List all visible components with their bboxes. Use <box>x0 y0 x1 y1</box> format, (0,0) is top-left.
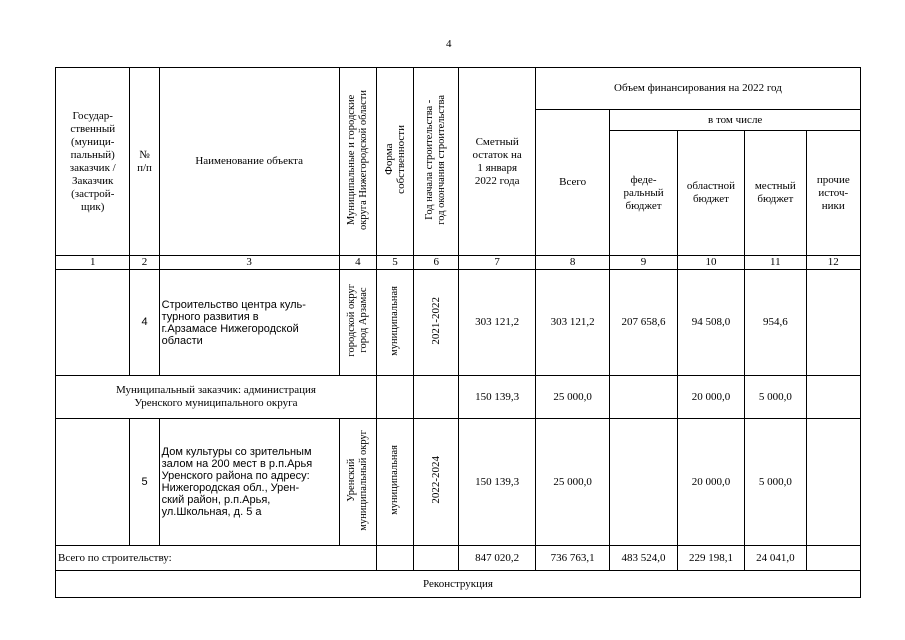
header-financing: Объем финансирования на 2022 год <box>535 68 860 110</box>
cell-balance: 150 139,3 <box>459 376 535 419</box>
cell-other-empty <box>806 419 860 546</box>
table-row-customer-uren <box>56 376 861 419</box>
cell-customer-empty <box>56 270 130 376</box>
cell-ownership: муниципальная <box>376 270 413 376</box>
table-row-section <box>56 571 861 598</box>
col-num-2: 2 <box>130 256 159 270</box>
header-other: прочие источ- ники <box>806 131 860 256</box>
cell-empty <box>376 546 413 571</box>
header-no: № п/п <box>130 68 159 256</box>
cell-empty <box>414 376 459 419</box>
header-ownership: Форма собственности <box>376 68 413 256</box>
header-years: Год начала строительства - год окончания строительства <box>414 68 459 256</box>
table-row-arzamas <box>56 270 861 376</box>
cell-federal-empty <box>610 376 677 419</box>
cell-years: 2022-2024 <box>414 419 459 546</box>
cell-local: 5 000,0 <box>745 419 806 546</box>
col-num-12: 12 <box>806 256 860 270</box>
financing-table <box>55 67 861 598</box>
cell-total: 25 000,0 <box>535 376 609 419</box>
col-num-11: 11 <box>745 256 806 270</box>
col-num-10: 10 <box>677 256 744 270</box>
column-numbers-row <box>56 256 861 270</box>
cell-empty <box>414 546 459 571</box>
cell-object-name: Строительство центра куль- турного развития в г.Арзамасе Нижегородской области <box>159 270 339 376</box>
cell-total: 25 000,0 <box>535 419 609 546</box>
page-number: 4 <box>446 38 452 50</box>
cell-balance: 303 121,2 <box>459 270 535 376</box>
cell-local: 954,6 <box>745 270 806 376</box>
col-num-3: 3 <box>159 256 339 270</box>
section-reconstruction: Реконструкция <box>56 571 861 598</box>
header-districts: Муниципальные и городские округа Нижегородской области <box>339 68 376 256</box>
col-num-4: 4 <box>339 256 376 270</box>
cell-no: 4 <box>130 270 159 376</box>
cell-regional: 229 198,1 <box>677 546 744 571</box>
cell-customer-label: Муниципальный заказчик: администрация Уренского муниципального округа <box>56 376 377 419</box>
cell-district: городской округ город Арзамас <box>339 270 376 376</box>
cell-federal-empty <box>610 419 677 546</box>
header-object-name: Наименование объекта <box>159 68 339 256</box>
cell-other-empty <box>806 270 860 376</box>
col-num-8: 8 <box>535 256 609 270</box>
header-regional: областной бюджет <box>677 131 744 256</box>
cell-empty <box>376 376 413 419</box>
header-row-1 <box>56 68 861 110</box>
cell-customer-empty <box>56 419 130 546</box>
cell-balance: 150 139,3 <box>459 419 535 546</box>
cell-no: 5 <box>130 419 159 546</box>
cell-object-name: Дом культуры со зрительным залом на 200 мест в р.п.Арья Уренского района по адресу: Нижегородская обл., Урен- ский район, р.п.Арья, ул.Школьная, д. 5 а <box>159 419 339 546</box>
cell-total: 736 763,1 <box>535 546 609 571</box>
col-num-1: 1 <box>56 256 130 270</box>
col-num-5: 5 <box>376 256 413 270</box>
cell-federal: 483 524,0 <box>610 546 677 571</box>
cell-regional: 20 000,0 <box>677 376 744 419</box>
header-local: местный бюджет <box>745 131 806 256</box>
col-num-6: 6 <box>414 256 459 270</box>
cell-district: Уренский муниципальный округ <box>339 419 376 546</box>
cell-local: 24 041,0 <box>745 546 806 571</box>
header-including: в том числе <box>610 110 861 131</box>
table-row-uren <box>56 419 861 546</box>
cell-other-empty <box>806 376 860 419</box>
cell-federal: 207 658,6 <box>610 270 677 376</box>
cell-balance: 847 020,2 <box>459 546 535 571</box>
cell-regional: 94 508,0 <box>677 270 744 376</box>
header-estimated-balance: Сметный остаток на 1 января 2022 года <box>459 68 535 256</box>
header-customer: Государ- ственный (муници- пальный) заказчик / Заказчик (застрой- щик) <box>56 68 130 256</box>
cell-regional: 20 000,0 <box>677 419 744 546</box>
table-row-totals <box>56 546 861 571</box>
cell-local: 5 000,0 <box>745 376 806 419</box>
cell-years: 2021-2022 <box>414 270 459 376</box>
header-total: Всего <box>535 110 609 256</box>
cell-total: 303 121,2 <box>535 270 609 376</box>
cell-ownership: муниципальная <box>376 419 413 546</box>
cell-other-empty <box>806 546 860 571</box>
col-num-7: 7 <box>459 256 535 270</box>
col-num-9: 9 <box>610 256 677 270</box>
header-federal: феде- ральный бюджет <box>610 131 677 256</box>
cell-totals-label: Всего по строительству: <box>56 546 377 571</box>
